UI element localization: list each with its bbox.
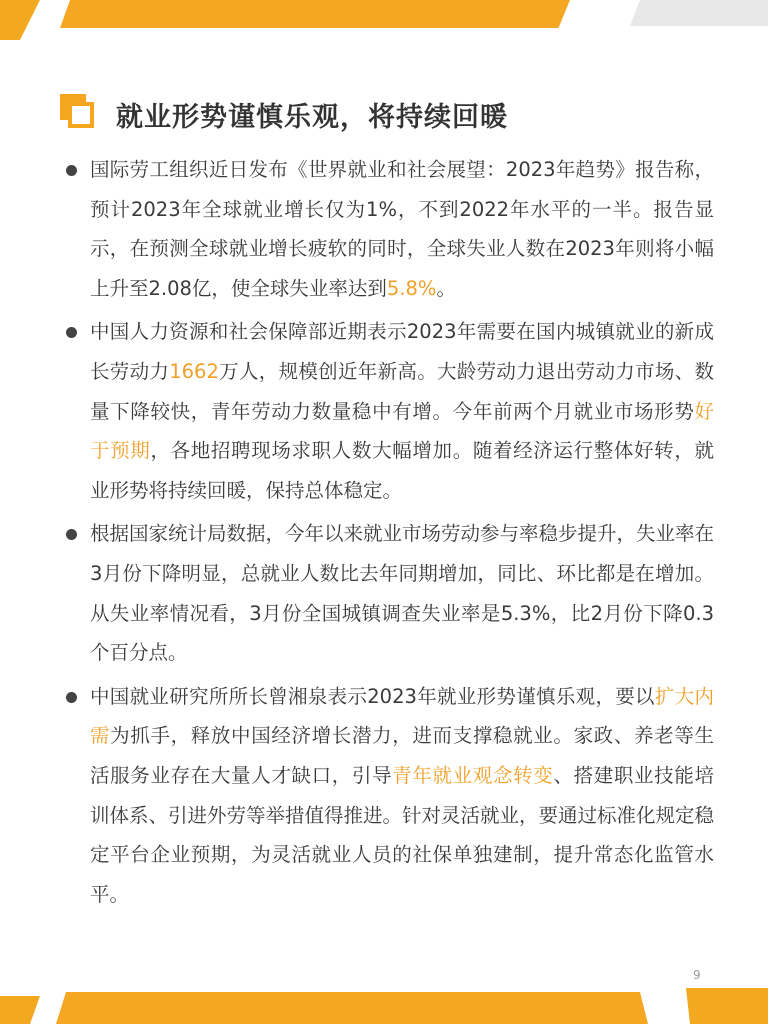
top-decoration	[0, 0, 768, 48]
bottom-decoration	[0, 974, 768, 1024]
paragraph-text: 国际劳工组织近日发布《世界就业和社会展望：2023年趋势》报告称，预计2023年全球就业增长仅为1%，不到2022年水平的一半。报告显示，在预测全球就业增长疲软的同时，全球失业人数在2023年则将小幅上升至2.08亿，使全球失业率达到	[90, 158, 714, 300]
paragraph-text: ，各地招聘现场求职人数大幅增加。随着经济运行整体好转，就业形势将持续回暖，保持总体稳定。	[90, 439, 714, 502]
bullet-icon	[66, 529, 77, 540]
bullet-paragraph	[64, 677, 714, 915]
highlight-text: 青年就业观念转变	[392, 763, 554, 787]
bullet-icon	[66, 327, 77, 338]
section-title: 就业形势谨慎乐观，将持续回暖	[116, 101, 508, 133]
highlight-text: 1662	[169, 359, 219, 383]
paragraph-text: 根据国家统计局数据，今年以来就业市场劳动参与率稳步提升，失业率在3月份下降明显，总就业人数比去年同期增加，同比、环比都是在增加。从失业率情况看，3月份全国城镇调查失业率是5.3%，比2月份下降0.3个百分点。	[90, 522, 715, 665]
paragraph-text: 、搭建职业技能培训体系、引进外劳等举措值得推进。针对灵活就业，要通过标准化规定稳定平台企业预期，为灵活就业人员的社保单独建制，提升常态化监管水平。	[90, 763, 715, 906]
page-number: 9	[693, 968, 701, 982]
bullet-icon	[66, 692, 77, 703]
bullet-list	[64, 150, 714, 918]
paragraph-text: 中国就业研究所所长曾湘泉表示2023年就业形势谨慎乐观，要以	[90, 684, 655, 708]
bullet-paragraph	[64, 312, 714, 510]
highlight-text: 好于预期	[90, 399, 714, 463]
bullet-paragraph	[64, 514, 714, 672]
paragraph-text: 万人，规模创近年新高。大龄劳动力退出劳动力市场、数量下降较快，青年劳动力数量稳中有增。今年前两个月就业市场形势	[90, 359, 714, 423]
paragraph-text: 。	[436, 276, 456, 300]
heading-square-icon	[60, 94, 100, 134]
bullet-icon	[66, 165, 77, 176]
highlight-text: 扩大内需	[90, 684, 714, 748]
paragraph-text: 为抓手，释放中国经济增长潜力，进而支撑稳就业。家政、养老等生活服务业存在大量人才缺口，引导	[90, 724, 714, 787]
paragraph-text: 中国人力资源和社会保障部近期表示2023年需要在国内城镇就业的新成长劳动力	[90, 320, 714, 383]
section-heading	[60, 86, 508, 142]
bullet-paragraph	[64, 150, 714, 308]
highlight-text: 5.8%	[386, 276, 437, 300]
